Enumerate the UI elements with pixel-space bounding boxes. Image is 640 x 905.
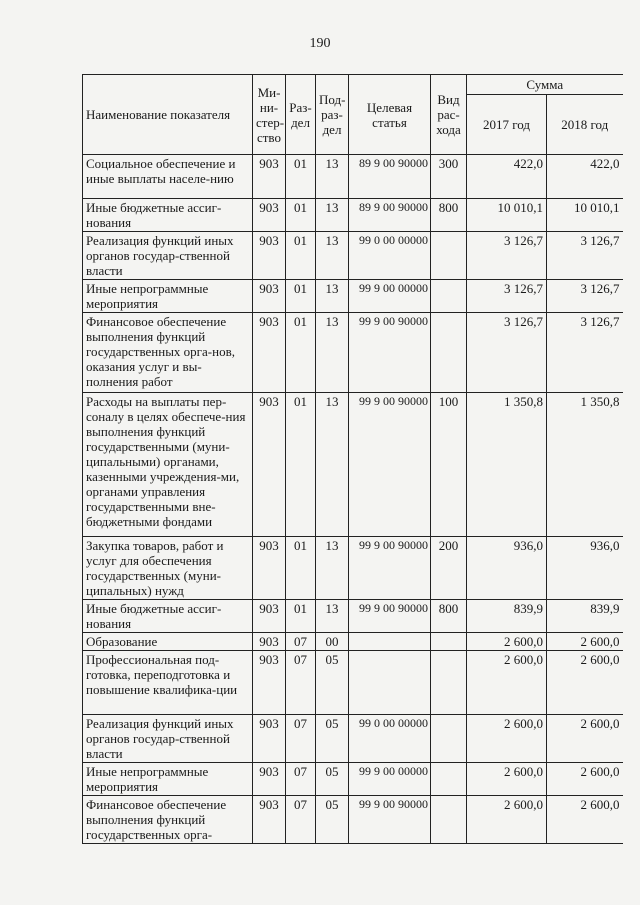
row-target: 89 9 00 90000 — [349, 155, 431, 199]
row-section: 01 — [286, 232, 316, 280]
row-subsection: 13 — [316, 280, 349, 313]
header-year-2018: 2018 год — [547, 95, 623, 155]
table-row — [83, 393, 623, 537]
row-expense-type: 800 — [431, 600, 467, 633]
table-row — [83, 796, 623, 844]
row-ministry: 903 — [253, 796, 286, 844]
row-section: 01 — [286, 393, 316, 537]
row-name: Финансовое обеспечение выполнения функций государственных орга- — [83, 796, 253, 844]
table-row — [83, 763, 623, 796]
row-expense-type — [431, 280, 467, 313]
row-target — [349, 633, 431, 651]
row-expense-type — [431, 313, 467, 393]
row-section: 01 — [286, 600, 316, 633]
row-name: Закупка товаров, работ и услуг для обеспечения государственных (муни-ципальных) нужд — [83, 537, 253, 600]
row-amount-2018: 2 600,0 — [547, 763, 623, 796]
row-expense-type — [431, 763, 467, 796]
row-subsection: 13 — [316, 537, 349, 600]
row-amount-2017: 1 350,8 — [467, 393, 547, 537]
row-amount-2017: 2 600,0 — [467, 715, 547, 763]
row-target: 99 9 00 00000 — [349, 280, 431, 313]
row-target: 99 9 00 90000 — [349, 600, 431, 633]
row-amount-2018: 3 126,7 — [547, 313, 623, 393]
header-ministry: Ми- ни- стер- ство — [253, 75, 286, 155]
table-row — [83, 600, 623, 633]
row-expense-type — [431, 232, 467, 280]
row-section: 07 — [286, 651, 316, 715]
header-expense-type: Вид рас- хода — [431, 75, 467, 155]
row-target: 99 0 00 00000 — [349, 232, 431, 280]
row-amount-2018: 10 010,1 — [547, 199, 623, 232]
row-subsection: 13 — [316, 155, 349, 199]
table-row — [83, 199, 623, 232]
table-row — [83, 232, 623, 280]
header-name: Наименование показателя — [83, 75, 253, 155]
row-ministry: 903 — [253, 393, 286, 537]
row-section: 01 — [286, 313, 316, 393]
row-name: Иные непрограммные мероприятия — [83, 763, 253, 796]
table-row — [83, 537, 623, 600]
header-target: Целевая статья — [349, 75, 431, 155]
table-row — [83, 715, 623, 763]
row-ministry: 903 — [253, 199, 286, 232]
row-amount-2018: 2 600,0 — [547, 796, 623, 844]
row-section: 01 — [286, 199, 316, 232]
row-subsection: 13 — [316, 393, 349, 537]
row-amount-2018: 1 350,8 — [547, 393, 623, 537]
row-subsection: 05 — [316, 651, 349, 715]
row-target: 99 0 00 00000 — [349, 715, 431, 763]
row-target: 99 9 00 90000 — [349, 796, 431, 844]
row-expense-type — [431, 651, 467, 715]
budget-table — [82, 74, 623, 844]
row-name: Социальное обеспечение и иные выплаты населе-нию — [83, 155, 253, 199]
row-amount-2018: 2 600,0 — [547, 633, 623, 651]
row-section: 01 — [286, 155, 316, 199]
row-ministry: 903 — [253, 232, 286, 280]
header-year-2017: 2017 год — [467, 95, 547, 155]
table-row — [83, 155, 623, 199]
row-amount-2017: 10 010,1 — [467, 199, 547, 232]
row-ministry: 903 — [253, 715, 286, 763]
row-section: 01 — [286, 280, 316, 313]
row-expense-type: 300 — [431, 155, 467, 199]
row-amount-2017: 839,9 — [467, 600, 547, 633]
row-target — [349, 651, 431, 715]
row-target: 99 9 00 90000 — [349, 537, 431, 600]
row-amount-2017: 2 600,0 — [467, 763, 547, 796]
row-amount-2017: 2 600,0 — [467, 796, 547, 844]
row-section: 01 — [286, 537, 316, 600]
table-row — [83, 633, 623, 651]
row-amount-2017: 3 126,7 — [467, 232, 547, 280]
row-amount-2018: 936,0 — [547, 537, 623, 600]
row-name: Иные бюджетные ассиг-нования — [83, 600, 253, 633]
row-expense-type: 800 — [431, 199, 467, 232]
row-expense-type — [431, 715, 467, 763]
row-section: 07 — [286, 763, 316, 796]
row-amount-2018: 422,0 — [547, 155, 623, 199]
row-amount-2017: 3 126,7 — [467, 313, 547, 393]
table-row — [83, 313, 623, 393]
row-amount-2018: 839,9 — [547, 600, 623, 633]
row-amount-2018: 2 600,0 — [547, 651, 623, 715]
table-row — [83, 651, 623, 715]
row-subsection: 13 — [316, 199, 349, 232]
header-section: Раз- дел — [286, 75, 316, 155]
row-section: 07 — [286, 633, 316, 651]
row-amount-2017: 2 600,0 — [467, 651, 547, 715]
row-amount-2017: 936,0 — [467, 537, 547, 600]
row-amount-2018: 3 126,7 — [547, 232, 623, 280]
row-name: Финансовое обеспечение выполнения функций государственных орга-нов, оказания услуг и вы-полнения работ — [83, 313, 253, 393]
row-name: Реализация функций иных органов государ-ственной власти — [83, 715, 253, 763]
row-subsection: 13 — [316, 232, 349, 280]
row-amount-2017: 422,0 — [467, 155, 547, 199]
page-number: 190 — [309, 36, 331, 51]
row-section: 07 — [286, 715, 316, 763]
row-ministry: 903 — [253, 155, 286, 199]
row-expense-type: 100 — [431, 393, 467, 537]
row-ministry: 903 — [253, 633, 286, 651]
table-row — [83, 280, 623, 313]
row-name: Реализация функций иных органов государ-ственной власти — [83, 232, 253, 280]
row-amount-2018: 2 600,0 — [547, 715, 623, 763]
row-target: 99 9 00 90000 — [349, 313, 431, 393]
row-expense-type — [431, 633, 467, 651]
row-ministry: 903 — [253, 651, 286, 715]
row-expense-type: 200 — [431, 537, 467, 600]
row-target: 99 9 00 90000 — [349, 393, 431, 537]
row-name: Профессиональная под-готовка, переподготовка и повышение квалифика-ции — [83, 651, 253, 715]
header-sum: Сумма — [467, 75, 623, 95]
row-amount-2018: 3 126,7 — [547, 280, 623, 313]
row-target: 89 9 00 90000 — [349, 199, 431, 232]
row-ministry: 903 — [253, 600, 286, 633]
row-subsection: 00 — [316, 633, 349, 651]
row-name: Расходы на выплаты пер-соналу в целях обеспече-ния выполнения функций государственными (муни-ципальными) органами, казенными учреждения-ми, органами управления государственными вне-бюджетными фондами — [83, 393, 253, 537]
row-amount-2017: 2 600,0 — [467, 633, 547, 651]
row-ministry: 903 — [253, 537, 286, 600]
row-name: Иные непрограммные мероприятия — [83, 280, 253, 313]
header-subsection: Под- раз- дел — [316, 75, 349, 155]
row-subsection: 13 — [316, 313, 349, 393]
row-subsection: 05 — [316, 715, 349, 763]
row-name: Образование — [83, 633, 253, 651]
row-expense-type — [431, 796, 467, 844]
row-ministry: 903 — [253, 280, 286, 313]
row-subsection: 05 — [316, 796, 349, 844]
row-target: 99 9 00 00000 — [349, 763, 431, 796]
row-ministry: 903 — [253, 313, 286, 393]
row-name: Иные бюджетные ассиг-нования — [83, 199, 253, 232]
row-subsection: 13 — [316, 600, 349, 633]
row-section: 07 — [286, 796, 316, 844]
row-ministry: 903 — [253, 763, 286, 796]
row-amount-2017: 3 126,7 — [467, 280, 547, 313]
row-subsection: 05 — [316, 763, 349, 796]
